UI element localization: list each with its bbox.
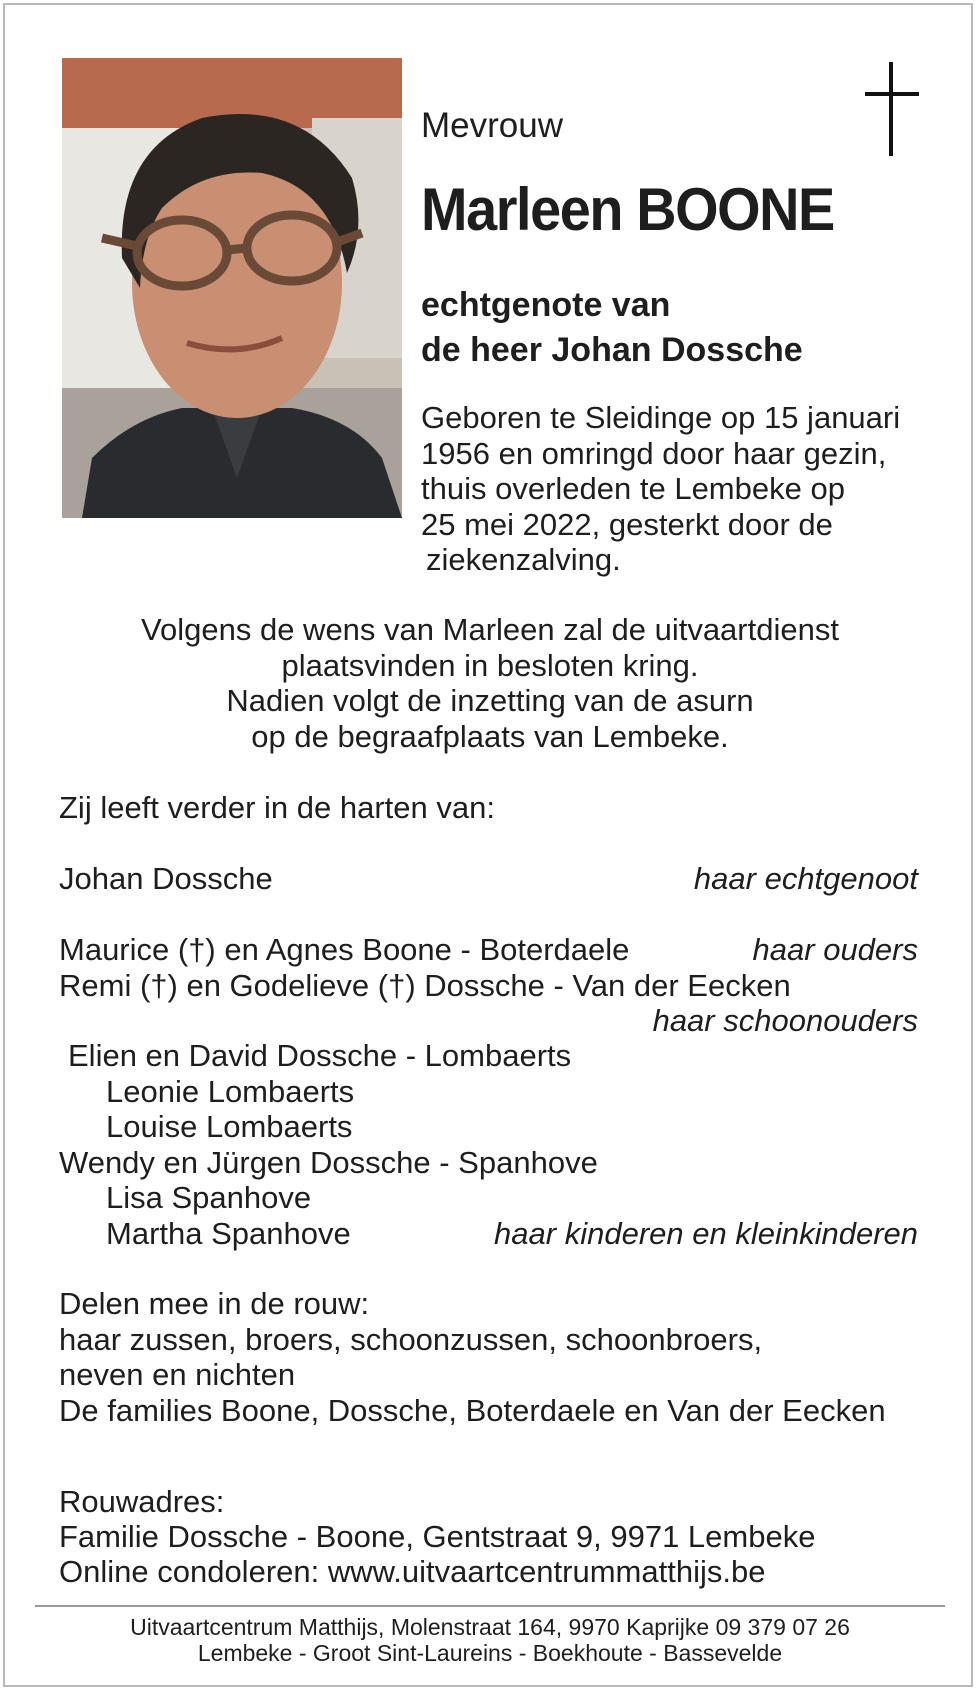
family-grandchild: Lisa Spanhove: [106, 1180, 312, 1215]
portrait-photo: [62, 58, 402, 518]
family-grandchild: Martha Spanhove: [106, 1216, 351, 1251]
bio-line: 25 mei 2022, gesterkt door de: [421, 506, 833, 542]
family-parents: Maurice (†) en Agnes Boone - Boterdaele: [59, 932, 630, 967]
bio-line: 1956 en omringd door haar gezin,: [421, 435, 887, 471]
funeral-line: op de begraafplaats van Lembeke.: [251, 718, 729, 754]
address-line: Familie Dossche - Boone, Gentstraat 9, 9971 Lembeke: [59, 1519, 816, 1554]
relation-in-laws: haar schoonouders: [652, 1003, 918, 1038]
relation-parents: haar ouders: [752, 932, 918, 967]
footer-funeral-home: Uitvaartcentrum Matthijs, Molenstraat 164, 9970 Kaprijke 09 379 07 26: [130, 1614, 850, 1640]
family-child: Wendy en Jürgen Dossche - Spanhove: [59, 1145, 598, 1180]
family-child: Elien en David Dossche - Lombaerts: [68, 1038, 572, 1073]
title: Mevrouw: [421, 106, 563, 145]
mourning-line: haar zussen, broers, schoonzussen, schoonbroers,: [59, 1322, 763, 1357]
mourning-heading: Delen mee in de rouw:: [59, 1286, 370, 1321]
condolence-link: Online condoleren: www.uitvaartcentrummatthijs.be: [59, 1554, 766, 1589]
bio-line: ziekenzalving.: [426, 542, 621, 577]
family-spouse: Johan Dossche: [59, 861, 273, 896]
family-in-laws: Remi (†) en Godelieve (†) Dossche - Van der Eecken: [59, 968, 791, 1003]
biography: [421, 400, 900, 578]
address-heading: Rouwadres:: [59, 1484, 225, 1519]
spouse-info: [421, 283, 803, 373]
footer-locations: Lembeke - Groot Sint-Laureins - Boekhoute - Bassevelde: [197, 1640, 783, 1666]
funeral-line: plaatsvinden in besloten kring.: [281, 647, 699, 683]
mourning-line: De families Boone, Dossche, Boterdaele en Van der Eecken: [59, 1393, 886, 1428]
spouse-line-1: echtgenote van: [421, 286, 671, 324]
footer-divider: [35, 1605, 945, 1607]
deceased-name: Marleen BOONE: [421, 176, 834, 243]
bio-line: Geboren te Sleidinge op 15 januari: [421, 400, 901, 435]
relation-spouse: haar echtgenoot: [693, 861, 918, 896]
funeral-info: [60, 612, 920, 754]
remembrance-intro: Zij leeft verder in de harten van:: [59, 790, 495, 825]
funeral-line: Volgens de wens van Marleen zal de uitvaartdienst: [141, 612, 839, 647]
family-grandchild: Leonie Lombaerts: [106, 1074, 355, 1109]
relation-children: haar kinderen en kleinkinderen: [494, 1216, 918, 1251]
spouse-line-2: de heer Johan Dossche: [421, 331, 803, 369]
cross-icon: [863, 62, 921, 156]
bio-line: thuis overleden te Lembeke op: [421, 471, 845, 506]
family-grandchild: Louise Lombaerts: [106, 1109, 353, 1144]
mourning-line: neven en nichten: [59, 1357, 296, 1392]
funeral-line: Nadien volgt de inzetting van de asurn: [226, 683, 754, 718]
